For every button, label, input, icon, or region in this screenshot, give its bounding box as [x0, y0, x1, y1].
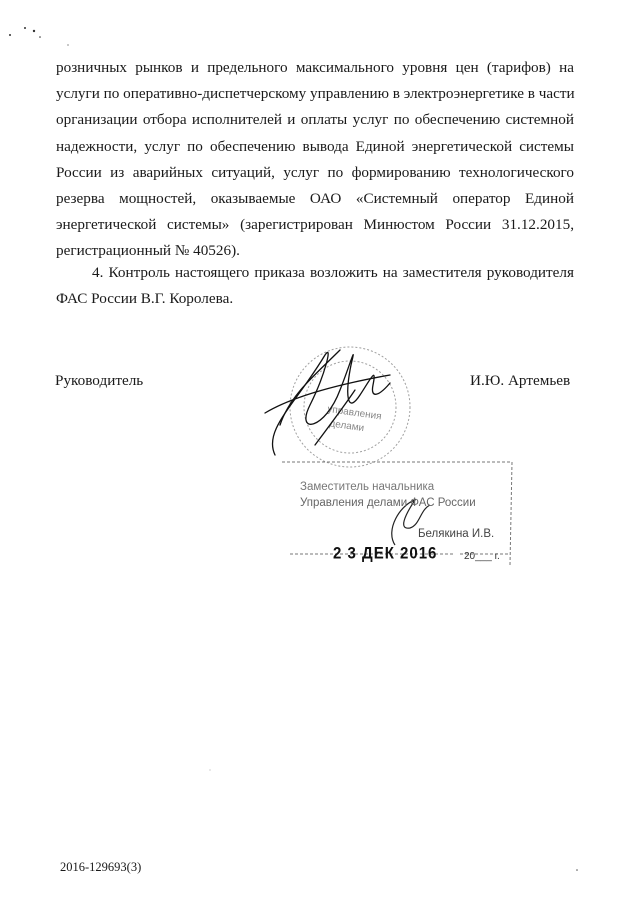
- paragraph-line: энергетической системы» (зарегистрирован Минюстом России 31.12.2015,: [56, 216, 574, 234]
- paragraph-line: услуги по оперативно-диспетчерскому управлению в электроэнергетике в части: [56, 85, 575, 103]
- signatory-role: Руководитель: [55, 372, 144, 389]
- paragraph-line: резерва мощностей, оказываемые ОАО «Системный оператор Единой: [56, 190, 574, 208]
- stamp-date: 2 3 ДЕК 2016: [333, 544, 438, 563]
- stamp-department-line: Управления делами ФАС России: [300, 497, 476, 509]
- svg-text:делами: делами: [328, 418, 365, 435]
- stamp-signer: Белякина И.В.: [418, 528, 495, 540]
- paragraph-line: организации отбора исполнителей и оплаты услуг по обеспечению системной: [56, 111, 574, 129]
- paragraph-line: 4. Контроль настоящего приказа возложить на заместителя руководителя: [92, 264, 574, 281]
- paragraph-line: ФАС России В.Г. Королева.: [56, 290, 234, 308]
- paragraph-tariffs: [56, 55, 574, 265]
- handwritten-signature: [255, 335, 395, 465]
- stamp-year-blank: 20___ г.: [464, 551, 500, 562]
- stamp-position-line: Заместитель начальника: [300, 481, 435, 493]
- document-number: 2016-129693(3): [60, 860, 142, 874]
- paragraph-control: [56, 260, 574, 312]
- paragraph-line: розничных рынков и предельного максимального уровня цен (тарифов) на: [56, 59, 574, 76]
- svg-text:управления: управления: [326, 403, 383, 423]
- paragraph-line: надежности, услуг по обеспечению вывода Единой энергетической системы: [56, 137, 574, 155]
- paragraph-line: регистрационный № 40526).: [56, 242, 240, 260]
- paragraph-line: России из аварийных ситуаций, услуг по формированию технологического: [56, 163, 574, 181]
- signatory-name: И.Ю. Артемьев: [470, 372, 571, 389]
